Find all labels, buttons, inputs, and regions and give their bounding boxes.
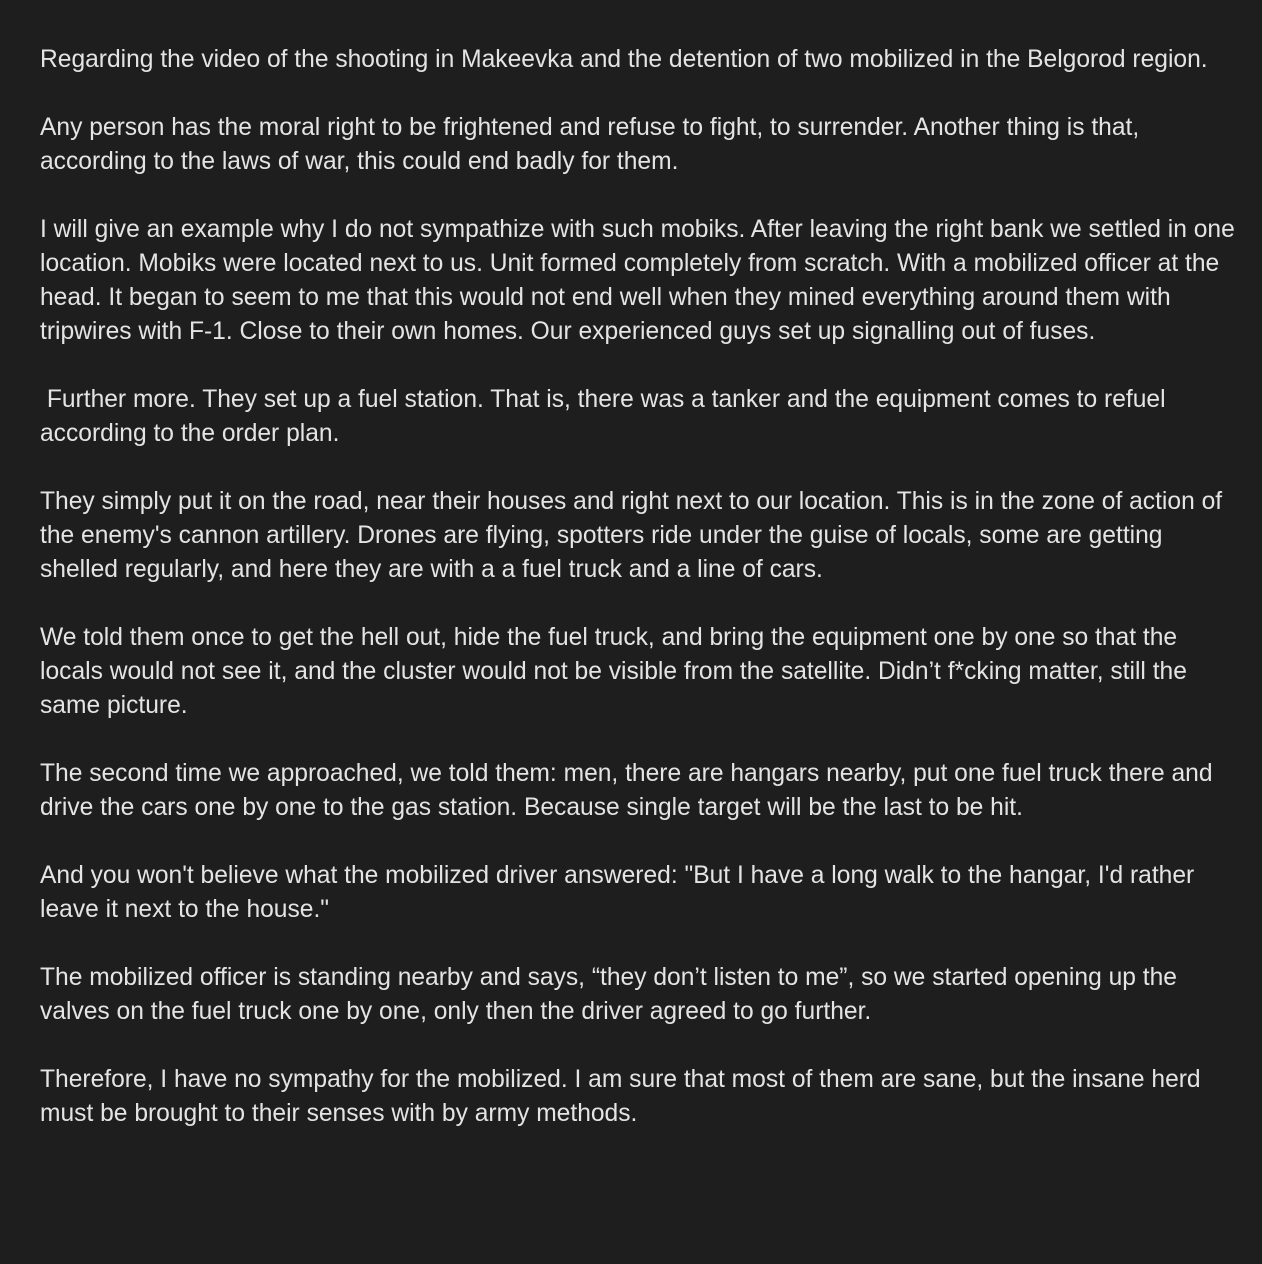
paragraph: Regarding the video of the shooting in Makeevka and the detention of two mobilized in the Belgorod region. <box>40 46 1208 73</box>
paragraph: Further more. They set up a fuel station. That is, there was a tanker and the equipment comes to refuel according to the order plan. <box>40 386 1173 447</box>
paragraph: They simply put it on the road, near their houses and right next to our location. This is in the zone of action of the enemy's cannon artillery. Drones are flying, spotters ride under the guise of locals, some are getting shelled regularly, and here they are with a a fuel truck and a line of cars. <box>40 488 1229 583</box>
paragraph: I will give an example why I do not sympathize with such mobiks. After leaving the right bank we settled in one location. Mobiks were located next to us. Unit formed completely from scratch. With a mobilized officer at the head. It began to seem to me that this would not end well when they mined everything around them with tripwires with F-1. Close to their own homes. Our experienced guys set up signalling out of fuses. <box>40 216 1242 345</box>
paragraph: The mobilized officer is standing nearby and says, “they don’t listen to me”, so we started opening up the valves on the fuel truck one by one, only then the driver agreed to go further. <box>40 964 1184 1025</box>
paragraph: Any person has the moral right to be frightened and refuse to fight, to surrender. Another thing is that, according to the laws of war, this could end badly for them. <box>40 114 1147 175</box>
message-body <box>40 43 1242 1131</box>
paragraph: Therefore, I have no sympathy for the mobilized. I am sure that most of them are sane, but the insane herd must be brought to their senses with by army methods. <box>40 1066 1208 1127</box>
paragraph: We told them once to get the hell out, hide the fuel truck, and bring the equipment one by one so that the locals would not see it, and the cluster would not be visible from the satellite. Didn’t f*cking matter, still the same picture. <box>40 624 1194 719</box>
paragraph: And you won't believe what the mobilized driver answered: "But I have a long walk to the hangar, I'd rather leave it next to the house." <box>40 862 1202 923</box>
paragraph: The second time we approached, we told them: men, there are hangars nearby, put one fuel truck there and drive the cars one by one to the gas station. Because single target will be the last to be hit. <box>40 760 1220 821</box>
